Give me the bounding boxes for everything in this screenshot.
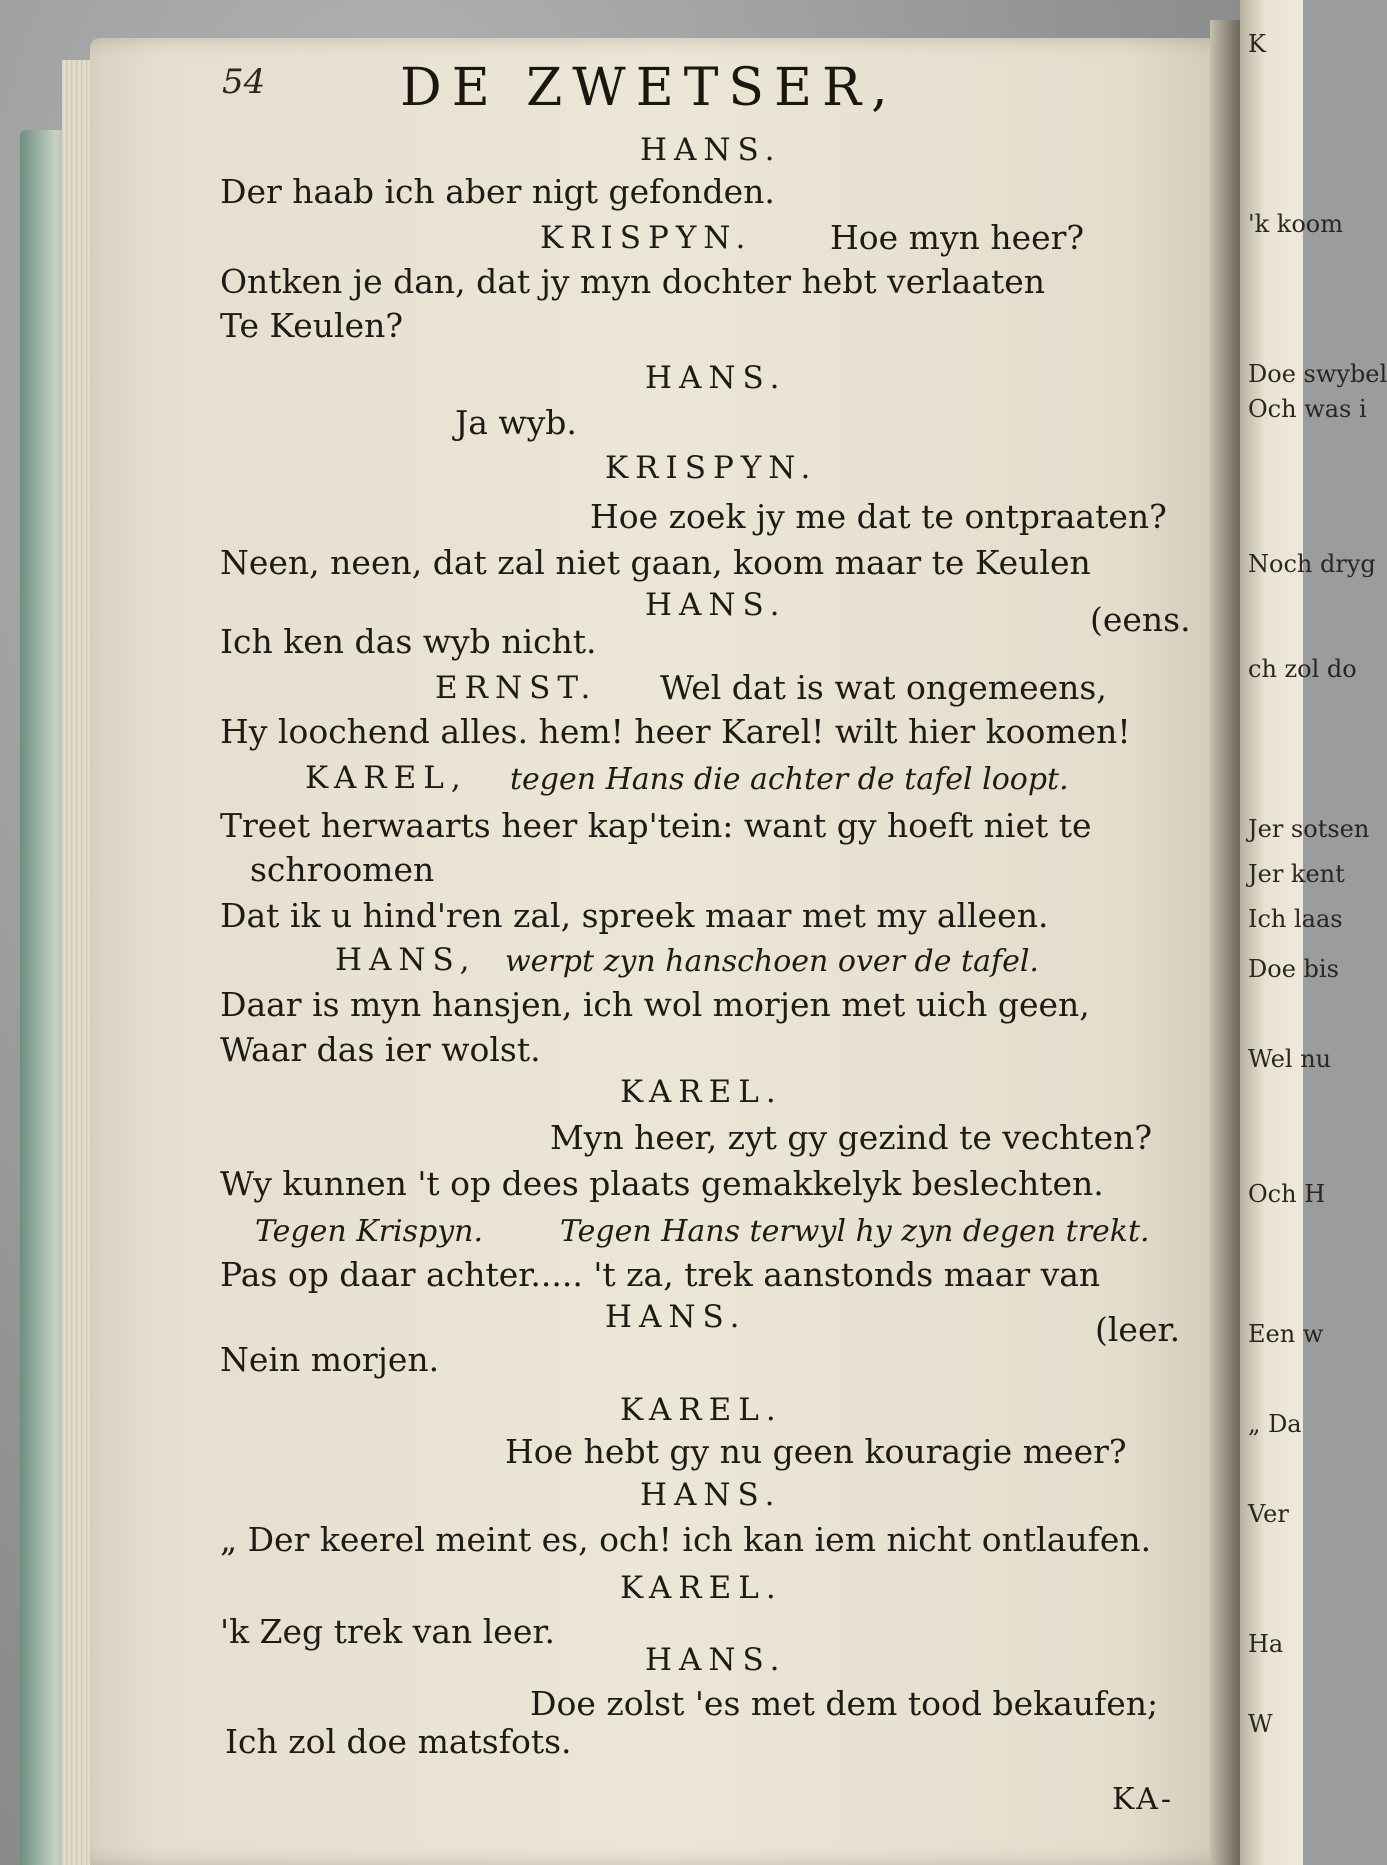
verse-line: Doe zolst 'es met dem tood bekaufen; <box>530 1684 1159 1723</box>
verse-line: Ich zol doe matsfots. <box>225 1722 572 1761</box>
speaker-name: HANS. <box>645 587 787 623</box>
verse-line: Hy loochend alles. hem! heer Karel! wilt hier koomen! <box>220 712 1131 751</box>
facing-fragment: Doe bis <box>1248 955 1339 983</box>
verse-line: Nein morjen. <box>220 1340 440 1379</box>
stage-direction: Tegen Krispyn. <box>255 1214 484 1249</box>
verse-line: Treet herwaarts heer kap'tein: want gy hoeft niet te <box>220 806 1092 845</box>
verse-line: Daar is myn hansjen, ich wol morjen met uich geen, <box>220 985 1090 1024</box>
facing-fragment: W <box>1248 1710 1273 1738</box>
verse-line: Neen, neen, dat zal niet gaan, koom maar te Keulen <box>220 543 1091 582</box>
verse-line: Ja wyb. <box>455 403 577 442</box>
speaker-name: KAREL, <box>305 760 468 796</box>
speaker-name: KAREL. <box>620 1570 783 1606</box>
stage-direction: Tegen Hans terwyl hy zyn degen trekt. <box>560 1214 1150 1249</box>
stage-direction: tegen Hans die achter de tafel loopt. <box>510 762 1069 797</box>
facing-fragment: K <box>1248 30 1266 58</box>
verse-line: Hoe myn heer? <box>830 218 1085 257</box>
speaker-name: KAREL. <box>620 1392 783 1428</box>
speaker-name: HANS. <box>645 360 787 396</box>
verse-line: Myn heer, zyt gy gezind te vechten? <box>550 1118 1153 1157</box>
facing-fragment: Noch dryg <box>1248 550 1376 578</box>
verse-line: Der haab ich aber nigt gefonden. <box>220 172 775 211</box>
verse-line: 'k Zeg trek van leer. <box>220 1612 555 1651</box>
facing-fragment: Ich laas <box>1248 905 1343 933</box>
speaker-name: KRISPYN. <box>605 450 818 486</box>
verse-line: „ Der keerel meint es, och! ich kan iem nicht ontlaufen. <box>220 1520 1152 1559</box>
facing-fragment: Jer sotsen <box>1248 815 1370 843</box>
speaker-name: HANS. <box>640 132 782 168</box>
speaker-name: HANS. <box>605 1299 747 1335</box>
speaker-name: KAREL. <box>620 1074 783 1110</box>
verse-line: Wy kunnen 't op dees plaats gemakkelyk beslechten. <box>220 1164 1104 1203</box>
verse-line: (leer. <box>1095 1310 1181 1349</box>
facing-fragment: Een w <box>1248 1320 1324 1348</box>
verse-line: Ich ken das wyb nicht. <box>220 622 597 661</box>
verse-line: Waar das ier wolst. <box>220 1030 541 1069</box>
facing-fragment: Ha <box>1248 1630 1284 1658</box>
verse-line: Wel dat is wat ongemeens, <box>660 668 1107 707</box>
speaker-name: KRISPYN. <box>540 220 753 256</box>
speaker-name: HANS. <box>640 1477 782 1513</box>
facing-fragment: „ Da <box>1248 1410 1302 1438</box>
page-number: 54 <box>222 62 266 102</box>
facing-fragment: Och H <box>1248 1180 1326 1208</box>
verse-line: Hoe hebt gy nu geen kouragie meer? <box>505 1432 1127 1471</box>
running-title: DE ZWETSER, <box>400 58 898 118</box>
speaker-name: HANS, <box>335 942 477 978</box>
verse-line: Pas op daar achter..... 't za, trek aanstonds maar van <box>220 1255 1101 1294</box>
verse-line: Dat ik u hind'ren zal, spreek maar met my alleen. <box>220 896 1049 935</box>
speaker-name: HANS. <box>645 1642 787 1678</box>
facing-fragment: 'k koom <box>1248 210 1343 238</box>
catchword: KA- <box>1112 1782 1174 1817</box>
facing-fragment: Doe swybel <box>1248 360 1387 388</box>
verse-line: schroomen <box>250 850 435 889</box>
facing-fragment: Och was i <box>1248 395 1367 423</box>
verse-line: Te Keulen? <box>220 306 404 345</box>
speaker-name: ERNST. <box>435 670 598 706</box>
verse-line: Hoe zoek jy me dat te ontpraaten? <box>590 497 1167 536</box>
facing-fragment: Wel nu <box>1248 1045 1332 1073</box>
facing-fragment: ch zol do <box>1248 655 1357 683</box>
verse-line: (eens. <box>1090 600 1191 639</box>
facing-fragment: Jer kent <box>1248 860 1345 888</box>
verse-line: Ontken je dan, dat jy myn dochter hebt verlaaten <box>220 262 1046 301</box>
stage-direction: werpt zyn hanschoen over de tafel. <box>505 944 1039 979</box>
facing-fragment: Ver <box>1248 1500 1289 1528</box>
